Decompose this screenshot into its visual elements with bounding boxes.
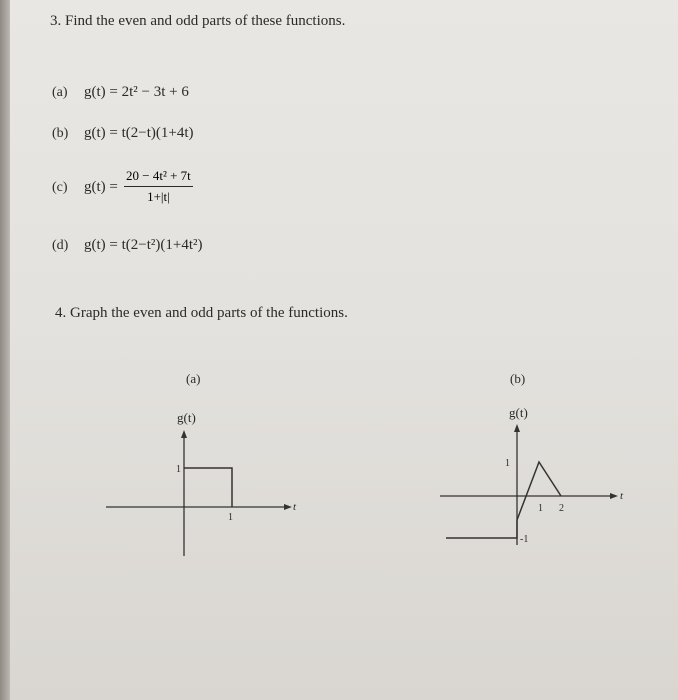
q3d-expression: g(t) = t(2−t²)(1+4t²) — [84, 237, 203, 253]
q3b-label: (b) — [52, 126, 69, 141]
graph-b-y-arrow — [514, 424, 520, 432]
graph-b-label: (b) — [510, 371, 526, 386]
graph-a-signal — [184, 468, 232, 507]
graph-b-signal — [446, 462, 561, 538]
q3a-expression: g(t) = 2t² − 3t + 6 — [84, 84, 189, 100]
graph-a-xtick: 1 — [228, 512, 233, 523]
q3c-denominator: 1+|t| — [147, 189, 170, 204]
graph-b-x-arrow — [610, 493, 618, 499]
graph-a-xlabel: t — [293, 501, 297, 513]
graph-a-label: (a) — [186, 371, 201, 386]
graph-b-xlabel: t — [620, 490, 624, 502]
q3-heading: 3. Find the even and odd parts of these functions. — [50, 13, 346, 29]
q3c-label: (c) — [52, 180, 68, 195]
graph-b-ytick-bottom: -1 — [520, 534, 529, 545]
graph-b-xtick-1: 1 — [538, 503, 543, 514]
graph-b-xtick-2: 2 — [559, 503, 564, 514]
graph-a-ytick: 1 — [176, 464, 181, 475]
q3c-lhs: g(t) = — [84, 179, 118, 195]
graph-a-y-arrow — [181, 430, 187, 438]
q3c-numerator: 20 − 4t² + 7t — [124, 168, 193, 187]
q4-heading: 4. Graph the even and odd parts of the functions. — [55, 305, 348, 321]
q3d-label: (d) — [52, 238, 69, 253]
q3a-label: (a) — [52, 85, 68, 100]
q3b-expression: g(t) = t(2−t)(1+4t) — [84, 125, 194, 141]
graph-a-ylabel: g(t) — [177, 410, 196, 425]
graph-a-x-arrow — [284, 504, 292, 510]
graph-b-ylabel: g(t) — [509, 405, 528, 420]
graph-b-ytick-top: 1 — [505, 458, 510, 469]
